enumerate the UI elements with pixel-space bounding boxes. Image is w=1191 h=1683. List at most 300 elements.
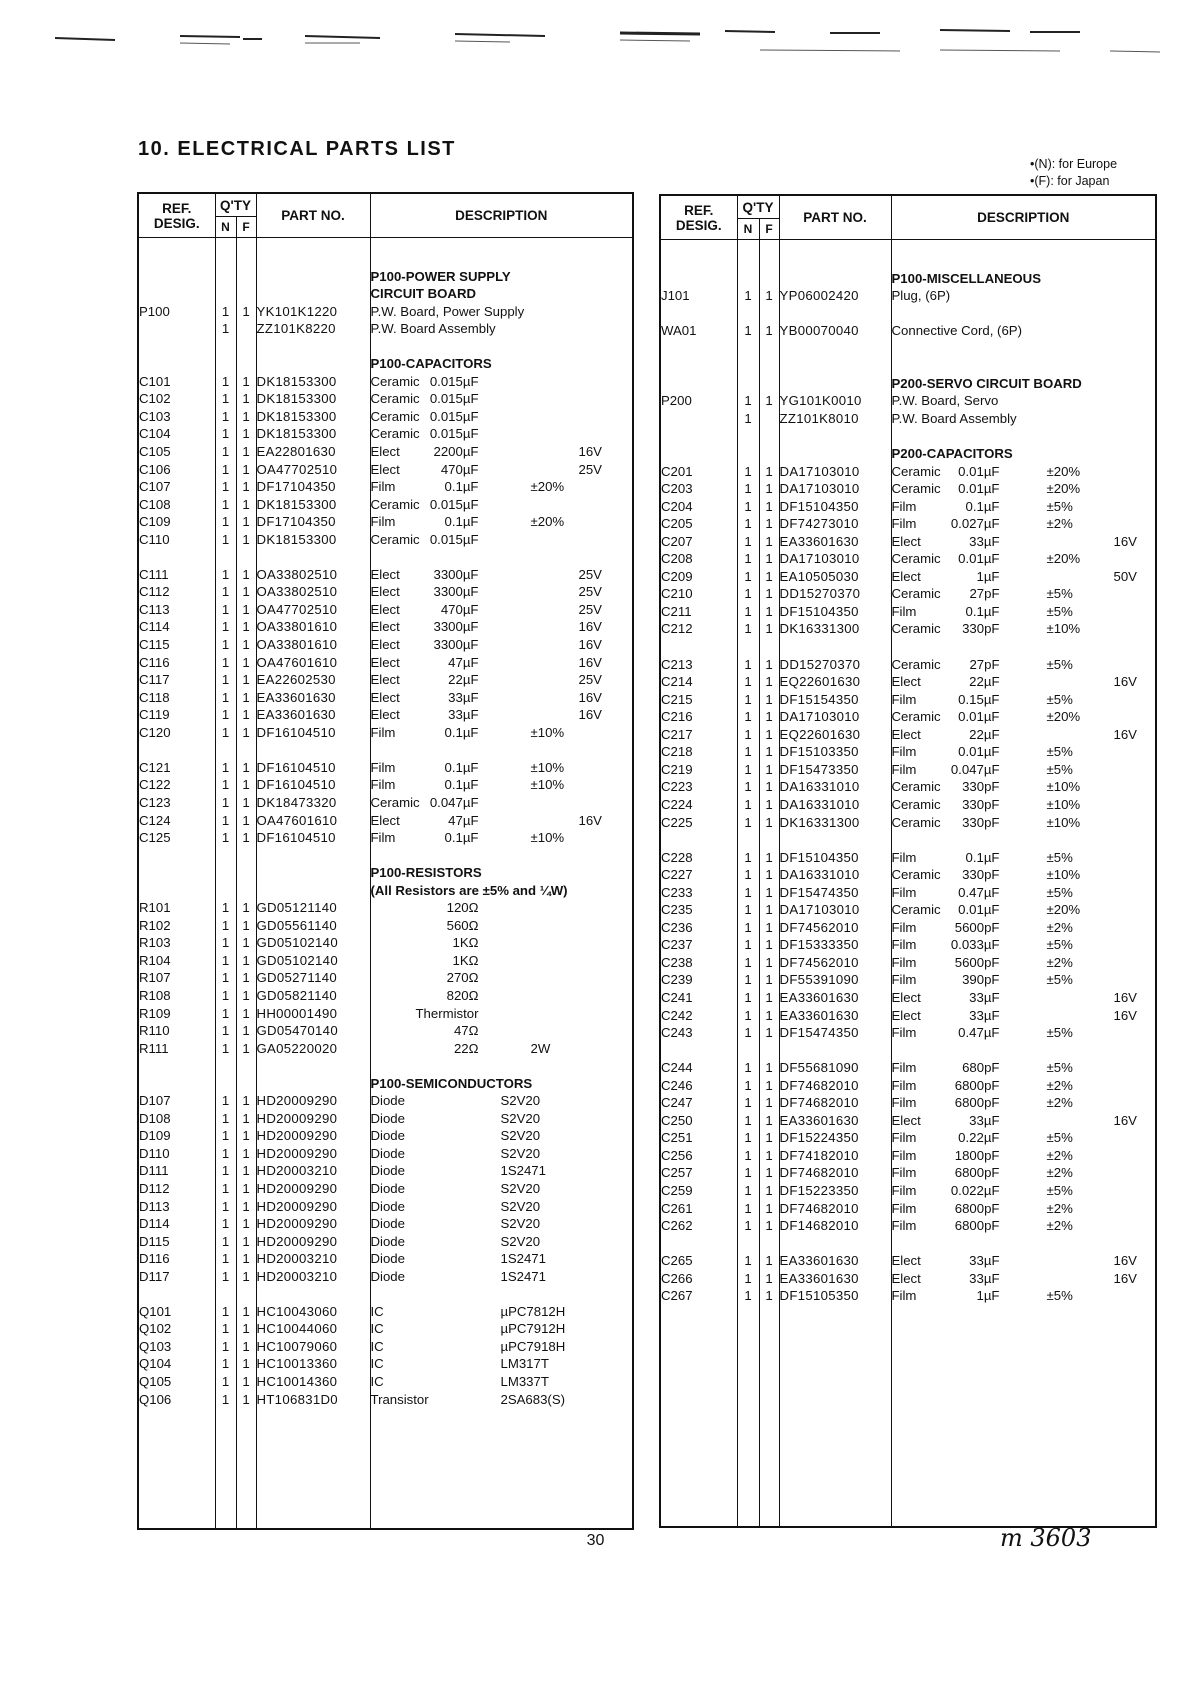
row-cell bbox=[760, 1042, 779, 1060]
part-type: Film bbox=[891, 1060, 917, 1076]
part-type: Film bbox=[370, 830, 396, 846]
part-value: 0.015µF bbox=[429, 426, 479, 442]
col-header-description: DESCRIPTION bbox=[891, 195, 1156, 240]
row-cell bbox=[661, 305, 737, 323]
part-tolerance: ±20% bbox=[530, 479, 565, 495]
part-number: DF15105350 bbox=[779, 1288, 859, 1304]
part-number: OA33802510 bbox=[256, 566, 338, 582]
qty-f: 1 bbox=[765, 481, 773, 497]
description-line bbox=[371, 1338, 633, 1356]
row-cell bbox=[780, 638, 891, 656]
qty-n: 1 bbox=[221, 531, 230, 547]
part-tolerance: 2W bbox=[530, 1040, 551, 1056]
section-heading: (All Resistors are ±5% and ¼W) bbox=[370, 882, 568, 898]
qty-f: 1 bbox=[242, 1093, 250, 1109]
col-header-n: N bbox=[737, 219, 759, 240]
qty-n: 1 bbox=[744, 498, 752, 514]
qty-n: 1 bbox=[221, 1356, 230, 1372]
row-cell bbox=[760, 427, 779, 445]
part-type: Transistor bbox=[370, 1391, 429, 1407]
ref-header-line1: REF. bbox=[162, 200, 192, 216]
qty-f-column bbox=[236, 238, 256, 1530]
part-type: Connective Cord, (6P) bbox=[891, 323, 1022, 339]
part-type: Elect bbox=[370, 812, 400, 828]
part-type: Elect bbox=[370, 689, 400, 705]
ref-designator: D116 bbox=[139, 1251, 170, 1267]
part-tolerance: ±5% bbox=[1046, 1182, 1073, 1198]
description-line bbox=[371, 373, 633, 391]
part-tolerance: ±10% bbox=[1046, 796, 1081, 812]
part-tolerance: ±10% bbox=[1046, 779, 1081, 795]
ref-designator: C124 bbox=[139, 812, 171, 828]
ref-designator: C104 bbox=[139, 426, 171, 442]
qty-f: 1 bbox=[242, 373, 250, 389]
part-value: 0.047µF bbox=[950, 761, 1000, 777]
part-value: 33µF bbox=[448, 707, 479, 723]
part-value: 0.47µF bbox=[958, 1025, 1000, 1041]
qty-n: 1 bbox=[744, 902, 752, 918]
part-model: µPC7812H bbox=[500, 1303, 566, 1319]
description-line bbox=[371, 390, 633, 408]
part-type: Ceramic bbox=[370, 408, 420, 424]
ref-designator: D110 bbox=[139, 1145, 170, 1161]
part-tolerance: ±5% bbox=[1046, 937, 1073, 953]
qty-n: 1 bbox=[221, 952, 230, 968]
part-number: GA05220020 bbox=[256, 1040, 338, 1056]
qty-f: 1 bbox=[242, 584, 250, 600]
part-type: Film bbox=[370, 479, 396, 495]
part-type: Film bbox=[370, 514, 396, 530]
part-type: Film bbox=[891, 498, 917, 514]
qty-n: 1 bbox=[221, 724, 230, 740]
part-number: HC10079060 bbox=[256, 1338, 338, 1354]
qty-n: 1 bbox=[221, 654, 230, 670]
part-value: 270Ω bbox=[446, 970, 479, 986]
ref-designator: C108 bbox=[139, 496, 171, 512]
description-line bbox=[892, 480, 1156, 498]
row-cell bbox=[216, 864, 236, 882]
part-model: LM337T bbox=[500, 1374, 549, 1389]
row-cell bbox=[216, 250, 236, 268]
qty-n: 1 bbox=[221, 1110, 230, 1126]
part-voltage: 16V bbox=[578, 619, 602, 635]
qty-n: 1 bbox=[744, 621, 752, 637]
qty-n: 1 bbox=[221, 794, 230, 810]
qty-n: 1 bbox=[744, 989, 752, 1005]
qty-n: 1 bbox=[744, 1218, 752, 1234]
ref-designator: R110 bbox=[139, 1023, 170, 1039]
part-model: µPC7912H bbox=[500, 1321, 566, 1337]
ref-designator: C115 bbox=[139, 637, 170, 653]
description-line bbox=[371, 969, 633, 987]
row-cell bbox=[738, 831, 759, 849]
row-cell bbox=[738, 375, 759, 393]
part-number: DF74682010 bbox=[779, 1200, 859, 1216]
part-tolerance: ±5% bbox=[1046, 972, 1073, 988]
description-line bbox=[892, 463, 1156, 481]
description-line bbox=[371, 636, 633, 654]
part-type: Diode bbox=[370, 1093, 405, 1109]
ref-designator: C233 bbox=[661, 884, 693, 900]
description-line bbox=[371, 741, 633, 759]
qty-n-column bbox=[215, 238, 236, 1530]
part-type: Elect bbox=[891, 989, 921, 1005]
description-line bbox=[371, 513, 633, 531]
qty-n: 1 bbox=[744, 481, 752, 497]
part-type: Plug, (6P) bbox=[891, 288, 951, 304]
description-line bbox=[892, 585, 1156, 603]
part-voltage: 16V bbox=[578, 707, 602, 723]
qty-f: 1 bbox=[765, 621, 773, 637]
description-column bbox=[370, 238, 633, 1530]
part-number: DA16331010 bbox=[779, 779, 860, 795]
part-tolerance: ±10% bbox=[1046, 814, 1081, 830]
ref-designator: P200 bbox=[661, 393, 692, 409]
qty-n: 1 bbox=[221, 1374, 230, 1389]
description-line bbox=[892, 1024, 1156, 1042]
ref-designator: C101 bbox=[139, 373, 171, 389]
ref-designator: C210 bbox=[661, 586, 693, 602]
row-cell bbox=[780, 357, 891, 375]
row-cell bbox=[139, 338, 215, 356]
part-value: 470µF bbox=[440, 601, 479, 617]
qty-n: 1 bbox=[744, 796, 752, 812]
part-type: Film bbox=[891, 954, 917, 970]
row-cell bbox=[139, 847, 215, 865]
description-line bbox=[892, 971, 1156, 989]
qty-n: 1 bbox=[744, 779, 752, 795]
qty-n: 1 bbox=[744, 1095, 752, 1111]
part-value: 27pF bbox=[969, 656, 1000, 672]
part-tolerance: ±5% bbox=[1046, 498, 1073, 514]
qty-f: 1 bbox=[765, 1218, 773, 1234]
part-type: Ceramic bbox=[891, 902, 941, 918]
part-value: 680pF bbox=[962, 1060, 1000, 1076]
section-heading: P100-POWER SUPPLY bbox=[370, 268, 511, 284]
ref-designator: R103 bbox=[139, 935, 171, 951]
row-cell bbox=[738, 305, 759, 323]
qty-f: 1 bbox=[242, 1023, 250, 1039]
part-tolerance: ±20% bbox=[530, 514, 565, 530]
ref-designator: C247 bbox=[661, 1095, 693, 1111]
part-model: S2V20 bbox=[500, 1180, 541, 1196]
part-number: HC10043060 bbox=[256, 1303, 338, 1319]
part-type: Ceramic bbox=[370, 496, 420, 512]
col-header-f: F bbox=[759, 219, 779, 240]
part-number: DF74562010 bbox=[779, 919, 859, 935]
part-number: OA47601610 bbox=[256, 812, 338, 828]
part-type: Elect bbox=[370, 444, 400, 460]
part-number: DA17103010 bbox=[779, 481, 860, 497]
qty-f: 1 bbox=[765, 1077, 773, 1093]
part-number: DF74182010 bbox=[779, 1147, 859, 1163]
row-cell bbox=[216, 285, 236, 303]
description-line bbox=[371, 1145, 633, 1163]
part-number: DA16331010 bbox=[779, 867, 860, 883]
description-line bbox=[371, 899, 633, 917]
col-header-qty: Q'TY bbox=[737, 195, 779, 219]
ref-designator: C120 bbox=[139, 724, 171, 740]
part-value: 1800pF bbox=[954, 1147, 1000, 1163]
part-model: S2V20 bbox=[500, 1093, 541, 1109]
description-line bbox=[892, 252, 1156, 270]
qty-n: 1 bbox=[221, 689, 230, 705]
part-type: Elect bbox=[891, 1253, 921, 1269]
ref-designator: C213 bbox=[661, 656, 693, 672]
qty-n: 1 bbox=[744, 1288, 752, 1304]
ref-designator: C103 bbox=[139, 408, 171, 424]
qty-n: 1 bbox=[221, 1005, 230, 1021]
description-line bbox=[892, 1270, 1156, 1288]
qty-f: 1 bbox=[242, 900, 250, 916]
description-line bbox=[371, 1198, 633, 1216]
qty-f: 1 bbox=[242, 1180, 250, 1196]
part-value: 0.1µF bbox=[965, 849, 1000, 865]
part-type: Elect bbox=[891, 1007, 921, 1023]
qty-f: 1 bbox=[765, 796, 773, 812]
row-cell bbox=[216, 1075, 236, 1093]
qty-f bbox=[760, 410, 779, 428]
row-cell bbox=[738, 638, 759, 656]
description-line bbox=[371, 250, 633, 268]
row-cell bbox=[780, 1042, 891, 1060]
qty-n: 1 bbox=[744, 814, 752, 830]
description-line bbox=[371, 1373, 633, 1391]
part-number: DK18153300 bbox=[256, 408, 337, 424]
row-cell bbox=[738, 357, 759, 375]
description-line bbox=[371, 1355, 633, 1373]
ref-designator: Q101 bbox=[139, 1303, 172, 1319]
part-value: 0.1µF bbox=[444, 514, 479, 530]
qty-f: 1 bbox=[765, 674, 773, 690]
row-cell bbox=[760, 445, 779, 463]
row-cell bbox=[780, 427, 891, 445]
section-heading: P200-SERVO CIRCUIT BOARD bbox=[891, 375, 1082, 391]
ref-designator bbox=[139, 320, 215, 338]
description-line bbox=[892, 849, 1156, 867]
qty-f: 1 bbox=[242, 812, 250, 828]
qty-f: 1 bbox=[242, 935, 250, 951]
part-value: 0.027µF bbox=[950, 516, 1000, 532]
part-type: Film bbox=[891, 1077, 917, 1093]
description-line bbox=[371, 1233, 633, 1251]
qty-f: 1 bbox=[242, 777, 250, 793]
part-type: Elect bbox=[370, 707, 400, 723]
part-tolerance: ±5% bbox=[1046, 1025, 1073, 1041]
ref-header-line2: DESIG. bbox=[675, 217, 722, 233]
part-number: GD05271140 bbox=[256, 970, 337, 986]
qty-n: 1 bbox=[744, 1165, 752, 1181]
ref-designator: C267 bbox=[661, 1288, 693, 1304]
qty-f: 1 bbox=[242, 1216, 250, 1232]
part-number: EA33601630 bbox=[779, 1007, 859, 1023]
ref-designator: Q102 bbox=[139, 1321, 172, 1337]
part-voltage: 16V bbox=[578, 812, 602, 828]
qty-n: 1 bbox=[744, 1147, 752, 1163]
part-tolerance: ±5% bbox=[1046, 1130, 1073, 1146]
part-number: DA17103010 bbox=[779, 709, 860, 725]
qty-f: 1 bbox=[765, 393, 773, 409]
row-cell bbox=[661, 427, 737, 445]
scan-artifact-lines bbox=[0, 0, 1191, 60]
part-number: DD15270370 bbox=[779, 586, 861, 602]
part-tolerance: ±2% bbox=[1046, 1095, 1073, 1111]
part-value: 3300µF bbox=[433, 637, 479, 653]
part-value: Thermistor bbox=[415, 1005, 479, 1021]
row-cell bbox=[738, 445, 759, 463]
part-type: Film bbox=[891, 1288, 917, 1304]
part-type: Ceramic bbox=[891, 463, 941, 479]
qty-f: 1 bbox=[242, 672, 250, 688]
description-line bbox=[892, 620, 1156, 638]
part-type: Ceramic bbox=[891, 656, 941, 672]
row-cell bbox=[257, 268, 370, 286]
part-type: IC bbox=[370, 1338, 384, 1354]
qty-f: 1 bbox=[242, 408, 250, 424]
ref-designator: C262 bbox=[661, 1218, 693, 1234]
row-cell bbox=[237, 1075, 256, 1093]
description-line bbox=[892, 305, 1156, 323]
qty-n: 1 bbox=[221, 935, 230, 951]
part-value: 27pF bbox=[969, 586, 1000, 602]
ref-designator: C238 bbox=[661, 954, 693, 970]
part-number: DF16104510 bbox=[256, 759, 336, 775]
qty-f: 1 bbox=[242, 531, 250, 547]
part-type: Ceramic bbox=[891, 586, 941, 602]
ref-designator: C107 bbox=[139, 479, 171, 495]
qty-n: 1 bbox=[744, 323, 752, 339]
qty-f: 1 bbox=[765, 498, 773, 514]
row-cell bbox=[216, 548, 236, 566]
row-cell bbox=[661, 638, 737, 656]
ref-designator: C243 bbox=[661, 1025, 693, 1041]
qty-n: 1 bbox=[744, 533, 752, 549]
qty-n: 1 bbox=[221, 619, 230, 635]
qty-n: 1 bbox=[221, 584, 230, 600]
ref-designator: D113 bbox=[139, 1198, 170, 1214]
part-value: 820Ω bbox=[446, 987, 479, 1003]
qty-f: 1 bbox=[242, 1338, 250, 1354]
part-number: DK18473320 bbox=[256, 794, 337, 810]
part-type: Ceramic bbox=[891, 867, 941, 883]
description-line bbox=[892, 936, 1156, 954]
description-line bbox=[892, 901, 1156, 919]
qty-n: 1 bbox=[744, 972, 752, 988]
part-model: S2V20 bbox=[500, 1145, 541, 1161]
part-type: Film bbox=[891, 516, 917, 532]
part-type: Film bbox=[891, 1182, 917, 1198]
part-type: Elect bbox=[891, 674, 921, 690]
ref-column bbox=[660, 240, 737, 1528]
row-cell bbox=[661, 1042, 737, 1060]
qty-n: 1 bbox=[744, 551, 752, 567]
qty-f: 1 bbox=[242, 830, 250, 846]
description-line bbox=[892, 1235, 1156, 1253]
description-line bbox=[892, 1182, 1156, 1200]
part-value: 470µF bbox=[440, 461, 479, 477]
part-type: Film bbox=[891, 761, 917, 777]
part-value: 0.1µF bbox=[444, 777, 479, 793]
part-number: DF15333350 bbox=[779, 937, 859, 953]
part-number: DF15154350 bbox=[779, 691, 859, 707]
part-value: 330pF bbox=[962, 779, 1000, 795]
description-line bbox=[371, 847, 633, 865]
ref-designator: C227 bbox=[661, 867, 693, 883]
section-heading: CIRCUIT BOARD bbox=[370, 286, 476, 302]
part-type: Film bbox=[891, 691, 917, 707]
part-number: HD20009290 bbox=[256, 1180, 338, 1196]
part-value: 47µF bbox=[448, 812, 479, 828]
ref-designator: J101 bbox=[661, 288, 690, 304]
ref-designator: C236 bbox=[661, 919, 693, 935]
part-type: Elect bbox=[891, 533, 921, 549]
qty-n: 1 bbox=[744, 1253, 752, 1269]
qty-n: 1 bbox=[744, 761, 752, 777]
qty-n: 1 bbox=[221, 987, 230, 1003]
part-voltage: 16V bbox=[1113, 1253, 1137, 1269]
part-number: DF15474350 bbox=[779, 884, 859, 900]
part-number: OA47702510 bbox=[256, 461, 338, 477]
part-tolerance: ±5% bbox=[1046, 761, 1073, 777]
row-cell bbox=[237, 548, 256, 566]
ref-designator: WA01 bbox=[661, 323, 697, 339]
description-line bbox=[371, 303, 633, 321]
part-value: 0.1µF bbox=[444, 830, 479, 846]
qty-n: 1 bbox=[221, 1198, 230, 1214]
row-cell bbox=[760, 375, 779, 393]
ref-designator: C228 bbox=[661, 849, 693, 865]
qty-f: 1 bbox=[765, 779, 773, 795]
part-voltage: 50V bbox=[1113, 568, 1137, 584]
part-value: 33µF bbox=[969, 1112, 1000, 1128]
part-value: 22µF bbox=[969, 726, 1000, 742]
ref-designator: D114 bbox=[139, 1216, 170, 1232]
part-number: DF16104510 bbox=[256, 830, 336, 846]
row-cell bbox=[139, 355, 215, 373]
description-line bbox=[371, 408, 633, 426]
part-number: HD20003210 bbox=[256, 1163, 338, 1179]
part-number: HC10013360 bbox=[256, 1356, 338, 1372]
part-tolerance: ±20% bbox=[1046, 902, 1081, 918]
part-type: Film bbox=[891, 744, 917, 760]
ref-designator: C251 bbox=[661, 1130, 693, 1146]
ref-designator: R102 bbox=[139, 917, 171, 933]
part-value: 3300µF bbox=[433, 619, 479, 635]
description-line bbox=[371, 531, 633, 549]
part-value: 22Ω bbox=[453, 1040, 479, 1056]
part-number: OA33801610 bbox=[256, 637, 338, 653]
description-line bbox=[892, 796, 1156, 814]
row-cell bbox=[661, 252, 737, 270]
qty-f: 1 bbox=[242, 759, 250, 775]
description-line bbox=[892, 603, 1156, 621]
part-type: Elect bbox=[370, 637, 400, 653]
ref-header-line2: DESIG. bbox=[153, 215, 200, 231]
part-value: 0.01µF bbox=[958, 744, 1000, 760]
part-tolerance: ±2% bbox=[1046, 1218, 1073, 1234]
qty-n: 1 bbox=[221, 444, 230, 460]
part-no-column bbox=[256, 238, 370, 1530]
qty-f: 1 bbox=[765, 989, 773, 1005]
part-type: P.W. Board Assembly bbox=[891, 410, 1017, 426]
part-tolerance: ±10% bbox=[530, 777, 565, 793]
part-value: 6800pF bbox=[954, 1095, 1000, 1111]
part-value: 0.1µF bbox=[965, 498, 1000, 514]
ref-designator: C209 bbox=[661, 568, 693, 584]
ref-designator: C239 bbox=[661, 972, 693, 988]
part-type: Film bbox=[370, 759, 396, 775]
ref-designator: Q103 bbox=[139, 1338, 172, 1354]
